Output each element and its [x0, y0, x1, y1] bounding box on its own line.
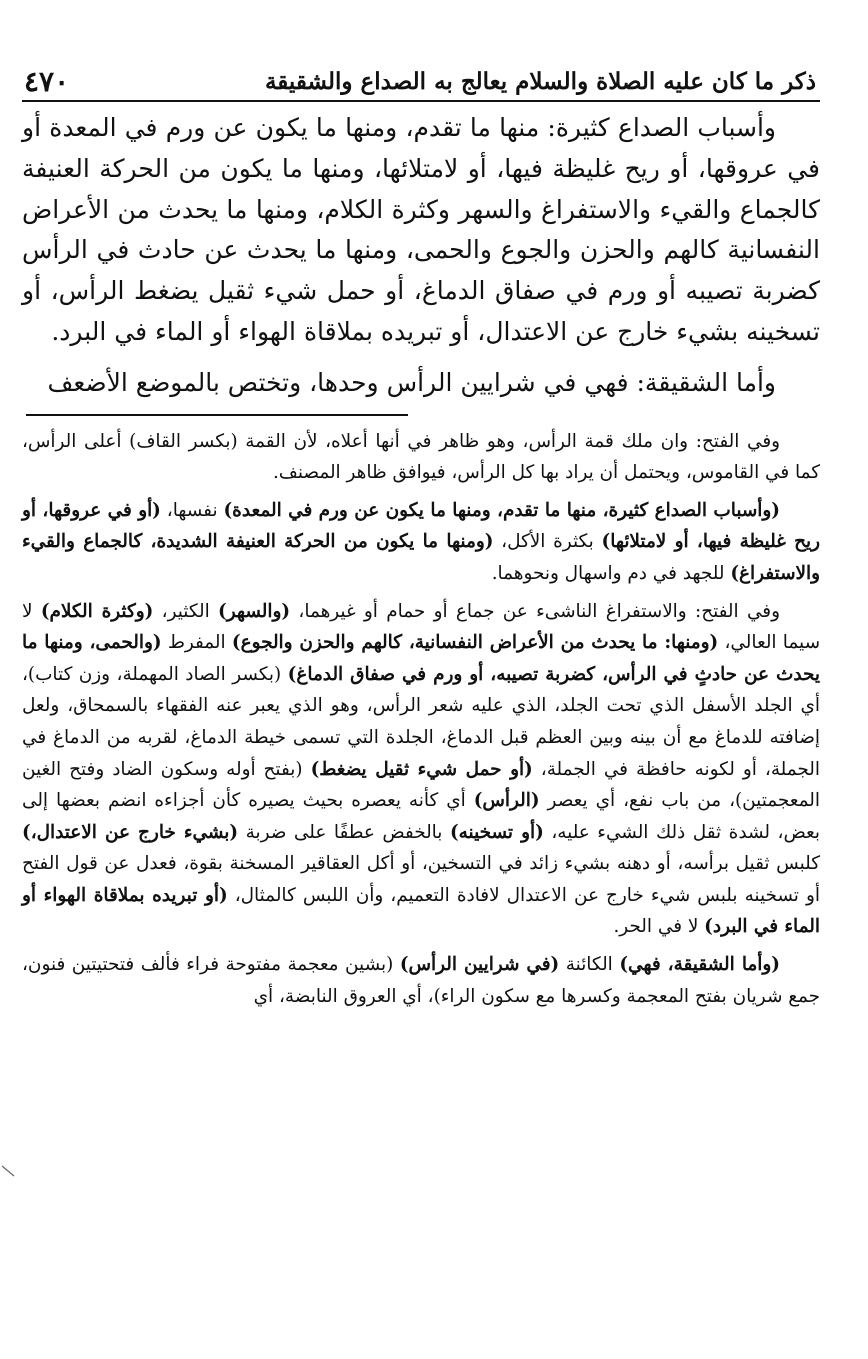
commentary-text: المفرط: [161, 632, 232, 654]
quoted-matn: (بشيء خارج عن الاعتدال،): [22, 821, 239, 843]
page-number: ٤٧٠: [24, 65, 70, 98]
quoted-matn: (أو تسخينه): [449, 821, 544, 843]
quoted-matn: (الرأس): [473, 790, 540, 812]
main-text: [22, 102, 820, 404]
quoted-matn: (وكثرة الكلام): [40, 600, 154, 622]
commentary-text: الكثير،: [153, 600, 219, 622]
commentary-text: لا في الحر.: [613, 916, 705, 938]
commentary-paragraph: [22, 495, 820, 590]
quoted-matn: (أو في عروقها، أو ريح غليظة فيها، أو لامتلائها): [22, 499, 820, 553]
quoted-matn: (والسهر): [218, 600, 291, 622]
quoted-matn: (ومنها: ما يحدث من الأعراض النفسانية، كالهم والحزن والجوع): [231, 632, 719, 654]
quoted-matn: (أو تبريده بملاقاة الهواء أو الماء في البرد): [22, 884, 820, 938]
commentary-text: (بكسر الصاد المهملة، وزن كتاب)، أي الجلد الأسفل الذي تحت الجلد، الذي عليه شعر الرأس، وهو الذي يعبر عنه الفقهاء بالسمحاق، ولعل إضافته للدماغ مع أن بينه وبين العظم قبل الدماغ، الجلدة التي تسمى خيطة الدماغ، لقربه من الدماغ في الجملة، أو لكونه حافظة في الجملة،: [22, 663, 820, 780]
main-paragraph: وأسباب الصداع كثيرة: منها ما تقدم، ومنها ما يكون عن ورم في المعدة أو في عروقها، أو ريح غليظة فيها، أو لامتلائها، ومنها ما يكون من الحركة العنيفة كالجماع والقيء والاستفراغ والسهر وكثرة الكلام، ومنها ما يحدث من الأعراض النفسانية كالهم والحزن والجوع والحمى، ومنها ما يحدث عن حادث في الرأس كضربة تصيبه أو ورم في صفاق الدماغ، أو حمل شيء ثقيل يضغط الرأس، أو تسخينه بشيء خارج عن الاعتدال، أو تبريده بملاقاة الهواء أو الماء في البرد.: [22, 113, 820, 346]
quoted-matn: (وأسباب الصداع كثيرة، منها ما تقدم، ومنها ما يكون عن ورم في المعدة): [223, 499, 780, 521]
quoted-matn: (والحمى، ومنها ما يحدث عن حادثٍ في الرأس، كضربة تصيبه، أو ورم في صفاق الدماغ): [22, 632, 820, 685]
commentary-text: أي كأنه يعصره بحيث يصيره كأن أجزاءه انضم بعضها إلى بعض، لشدة ثقل ذلك الشيء عليه،: [22, 790, 820, 843]
scan-mark: [0, 1162, 18, 1182]
quoted-matn: (في شرايين الرأس): [399, 954, 560, 976]
commentary-text: بالخفض عطفًا على ضربة: [238, 821, 450, 843]
commentary-text: وفي الفتح: والاستفراغ الناشىء عن جماع أو حمام أو غيرهما،: [290, 600, 780, 622]
page-header: [22, 52, 820, 102]
footnote-divider: [26, 414, 408, 416]
commentary-text: لا سيما العالي،: [22, 600, 820, 654]
commentary-paragraph: [22, 426, 820, 489]
commentary-text: كلبس ثقيل برأسه، أو دهنه بشيء زائد في التسخين، أو أكل العقاقير المسخنة بقوة، فعدل عن قول الفتح أو تسخينه بلبس شيء خارج عن الاعتدال لافادة التعميم، وأن اللبس كالمثال،: [22, 853, 820, 906]
running-title: ذكر ما كان عليه الصلاة والسلام يعالج به الصداع والشقيقة: [264, 68, 816, 96]
commentary-paragraph: [22, 596, 820, 944]
commentary-text: للجهد في دم واسهال ونحوهما.: [491, 562, 731, 584]
commentary-text: (بفتح أوله وسكون الضاد وفتح الغين المعجمتين)، من باب نفع، أي يعصر: [22, 758, 821, 812]
commentary-text: (بشين معجمة مفتوحة فراء فألف فتحتيتين فنون، جمع شريان بفتح المعجمة وكسرها مع سكون الراء)، أي العروق النابضة، أي: [22, 954, 820, 1007]
quoted-matn: (وأما الشقيقة، فهي): [619, 954, 780, 976]
commentary-text: الكائنة: [559, 954, 620, 976]
commentary: [22, 426, 820, 1013]
commentary-text: وفي الفتح: وان ملك قمة الرأس، وهو ظاهر في أنها أعلاه، لأن القمة (بكسر القاف) أعلى الرأس، كما في القاموس، ويحتمل أن يراد بها كل الرأس، فيوافق ظاهر المصنف.: [22, 430, 820, 484]
commentary-text: نفسها،: [160, 499, 224, 521]
quoted-matn: (ومنها ما يكون من الحركة العنيفة الشديدة، كالجماع والقيء والاستفراغ): [22, 531, 820, 584]
main-paragraph: وأما الشقيقة: فهي في شرايين الرأس وحدها، وتختص بالموضع الأضعف: [47, 367, 776, 397]
quoted-matn: (أو حمل شيء ثقيل يضغط): [310, 758, 533, 780]
commentary-paragraph: [22, 949, 820, 1012]
commentary-text: بكثرة الأكل،: [493, 531, 602, 553]
